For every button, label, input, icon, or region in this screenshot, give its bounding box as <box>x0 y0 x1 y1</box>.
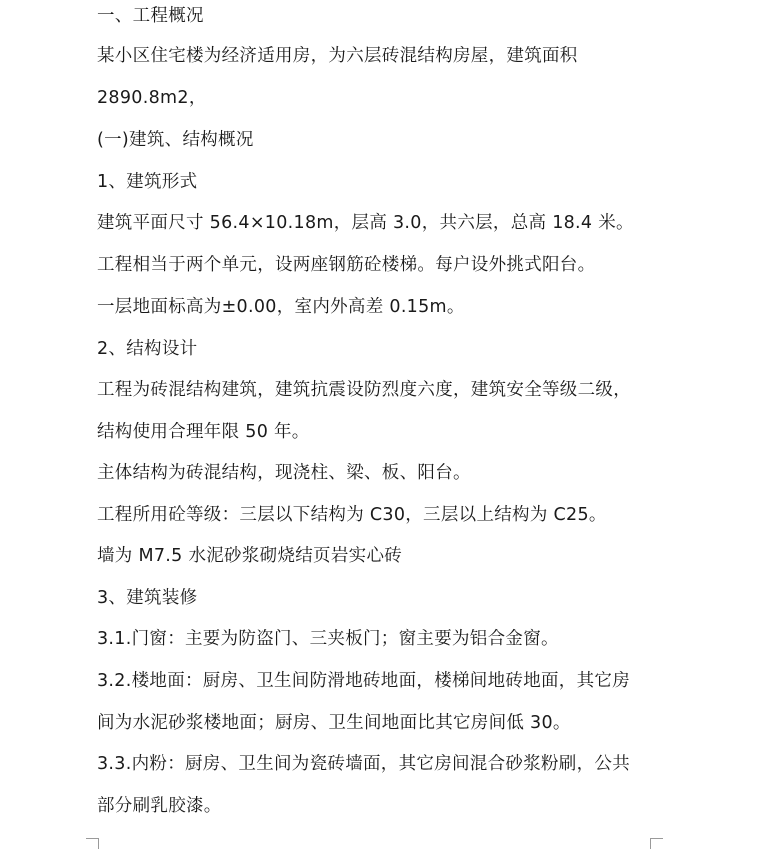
paragraph-line: 工程为砖混结构建筑，建筑抗震设防烈度六度，建筑安全等级二级， <box>97 380 631 400</box>
paragraph-line: 工程相当于两个单元，设两座钢筋砼楼梯。每户设外挑式阳台。 <box>97 255 596 275</box>
paragraph-line: 主体结构为砖混结构，现浇柱、梁、板、阳台。 <box>97 463 471 483</box>
item-heading: 3、建筑装修 <box>97 588 198 608</box>
item-heading: 1、建筑形式 <box>97 172 198 192</box>
paragraph-line: 建筑平面尺寸 56.4×10.18m，层高 3.0，共六层，总高 18.4 米。 <box>97 213 634 233</box>
item-heading: 2、结构设计 <box>97 339 198 359</box>
paragraph-line: 墙为 M7.5 水泥砂浆砌烧结页岩实心砖 <box>97 546 403 566</box>
paragraph-line: 某小区住宅楼为经济适用房，为六层砖混结构房屋，建筑面积 <box>97 46 578 66</box>
paragraph-line: 2890.8m2， <box>97 88 207 108</box>
paragraph-line: 3.3.内粉：厨房、卫生间为瓷砖墙面，其它房间混合砂浆粉刷，公共 <box>97 754 630 774</box>
paragraph-line: 3.2.楼地面：厨房、卫生间防滑地砖地面，楼梯间地砖地面，其它房 <box>97 671 630 691</box>
subsection-heading: (一)建筑、结构概况 <box>97 130 254 150</box>
paragraph-line: 一层地面标高为±0.00，室内外高差 0.15m。 <box>97 297 465 317</box>
paragraph-line: 工程所用砼等级：三层以下结构为 C30，三层以上结构为 C25。 <box>97 505 607 525</box>
paragraph-line: 部分刷乳胶漆。 <box>97 796 222 816</box>
page-margin-marker-left <box>86 838 99 849</box>
paragraph-line: 间为水泥砂浆楼地面；厨房、卫生间地面比其它房间低 30。 <box>97 713 571 733</box>
paragraph-line: 3.1.门窗：主要为防盗门、三夹板门；窗主要为铝合金窗。 <box>97 629 559 649</box>
paragraph-line: 结构使用合理年限 50 年。 <box>97 422 310 442</box>
section-heading: 一、工程概况 <box>97 6 204 26</box>
page-margin-marker-right <box>650 838 663 849</box>
